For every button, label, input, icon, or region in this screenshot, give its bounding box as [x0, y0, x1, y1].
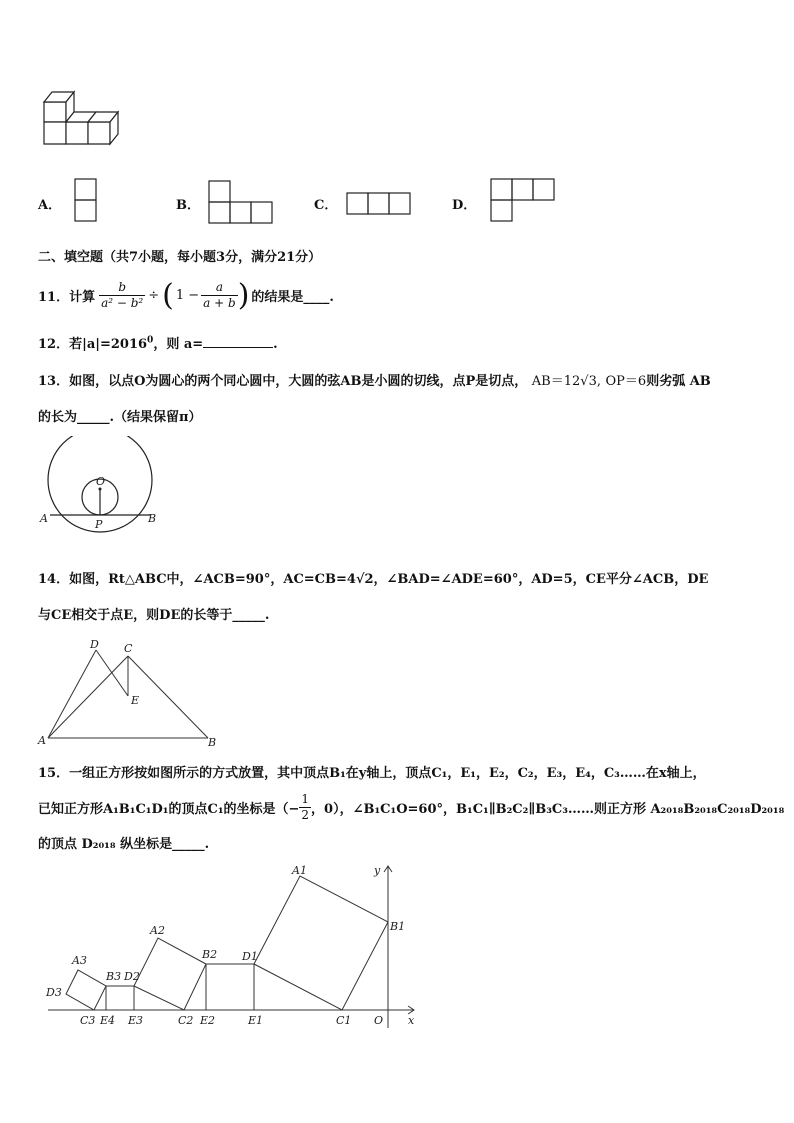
cube-solid-figure [38, 88, 128, 150]
q15-label-c1: C1 [336, 1014, 352, 1027]
q15-label-b1: B1 [390, 920, 406, 933]
q14-segment-ac [48, 656, 128, 738]
q15-label-e4: E4 [100, 1014, 116, 1027]
q15-label-b2: B2 [202, 948, 218, 961]
q11-fraction-1: $\frac{b}{\text{a² − b²}}$ [101, 279, 144, 310]
question-14-line-2: 与CE相交于点E，则DE的长等于_____. [38, 608, 270, 623]
q14-label-d: D [90, 638, 99, 651]
q15-square-1 [254, 876, 388, 1010]
q15-label-a3: A3 [72, 954, 87, 967]
q12-answer-blank [203, 335, 273, 348]
q15-square-2 [134, 938, 206, 1010]
q15-label-e1: E1 [248, 1014, 264, 1027]
q13-text-end: 则劣弧 AB [646, 374, 711, 389]
q13-label-b: B [148, 512, 157, 525]
q14-label-e: E [131, 694, 140, 707]
option-b-figure [208, 180, 276, 226]
q15-label-x: x [408, 1014, 415, 1027]
q11-suffix: 的结果是____. [251, 289, 334, 305]
q15-square-3 [66, 970, 106, 1010]
q13-label-o: O [96, 475, 106, 488]
q12-text-before: 12．若|a|=2016 [38, 337, 148, 352]
section-heading: 二、填空题（共7小题，每小题3分，满分21分） [38, 250, 322, 265]
question-15-line-3: 的顶点 D₂₀₁₈ 纵坐标是_____. [38, 837, 210, 852]
q15-label-d2: D2 [124, 970, 140, 983]
q13-concentric-circles-figure [36, 436, 166, 536]
q11-divide: ÷ [148, 287, 160, 303]
q13-text: 13．如图，以点O为圆心的两个同心圆中，大圆的弦AB是小圆的切线，点P是切点， [38, 374, 528, 389]
q14-segment-ad [48, 650, 96, 738]
q15-label-c3: C3 [80, 1014, 96, 1027]
question-11: 11．计算 $\frac{b}{\text{a² − b²}}$ ÷ ( 1 − $\frac{a}{a + b}$ ) 的结果是____. [38, 277, 334, 313]
option-d-figure [490, 178, 560, 226]
question-15-line-2 [38, 790, 784, 824]
question-12 [38, 333, 278, 352]
q14-label-b: B [208, 736, 217, 749]
question-15-line-1: 15．一组正方形按如图所示的方式放置，其中顶点B₁在y轴上，顶点C₁，E₁，E₂，C₂，E₃，E₄，C₃……在x轴上， [38, 766, 706, 781]
q15-text-after: ，0），∠B₁C₁O=60°，B₁C₁∥B₂C₂∥B₃C₃……则正方形 A₂₀₁₈B₂₀₁₈C₂₀₁₈D₂₀₁₈ [311, 801, 785, 817]
q14-segment-cb [128, 656, 208, 738]
q15-label-e3: E3 [128, 1014, 144, 1027]
q12-text-after: ，则 a= [153, 337, 204, 352]
q11-fraction-2: $\frac{a}{a + b}$ [203, 279, 236, 310]
q15-squares-figure [40, 860, 420, 1032]
option-a-label: A． [38, 198, 62, 213]
q15-label-b3: B3 [106, 970, 122, 983]
question-14-line-1: 14．如图，Rt△ABC中，∠ACB=90°，AC=CB=4√2，∠BAD=∠ADE=60°，AD=5，CE平分∠ACB，DE [38, 572, 709, 587]
option-a-figure [74, 178, 98, 224]
q14-triangle-figure [36, 634, 226, 750]
option-d-label: D． [452, 198, 477, 213]
q11-one-minus: 1 − [175, 287, 200, 303]
q15-label-d3: D3 [46, 986, 62, 999]
q15-text-before: 已知正方形A₁B₁C₁D₁的顶点C₁的坐标是（− [38, 801, 300, 817]
question-13-line-1 [38, 370, 711, 389]
q15-label-c2: C2 [178, 1014, 194, 1027]
q15-fraction: $\frac{1}{2}$ [301, 791, 310, 822]
q15-label-a1: A1 [292, 864, 307, 877]
q15-label-a2: A2 [150, 924, 165, 937]
q13-label-a: A [40, 512, 48, 525]
q14-label-c: C [124, 642, 133, 655]
q12-end: . [273, 337, 278, 352]
q13-ab-value: AB＝12√3, [531, 374, 601, 389]
q13-op-value: OP＝6 [605, 374, 647, 389]
q13-label-p: P [95, 518, 103, 531]
q15-label-o: O [374, 1014, 384, 1027]
q14-label-a: A [38, 734, 46, 747]
q12-superscript: 0 [147, 335, 154, 346]
q15-label-e2: E2 [200, 1014, 216, 1027]
q15-label-y: y [374, 864, 381, 877]
option-c-label: C． [314, 198, 338, 213]
q11-prefix: 11．计算 [38, 289, 96, 305]
q14-segment-de [96, 650, 128, 696]
q15-label-d1: D1 [242, 950, 258, 963]
option-c-figure [346, 192, 414, 218]
option-b-label: B． [176, 198, 200, 213]
question-13-line-2: 的长为_____.（结果保留π） [38, 410, 202, 425]
